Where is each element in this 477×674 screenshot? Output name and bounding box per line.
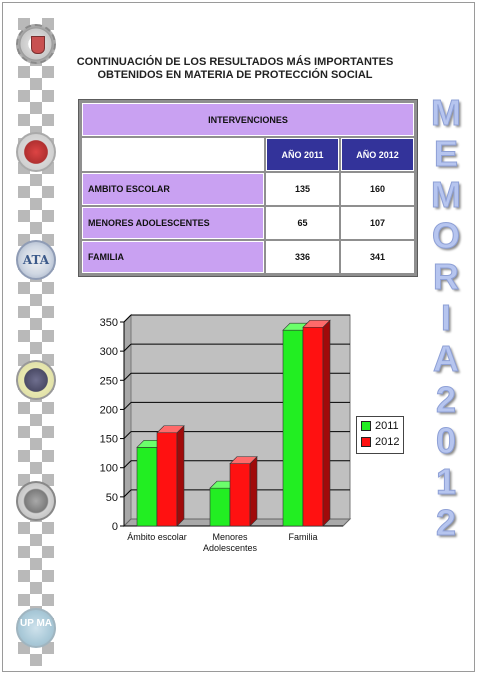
watermark-letter: E (433, 133, 458, 174)
checker-square (18, 402, 30, 414)
x-category-label: Menores (212, 532, 248, 542)
legend-item-2012 (361, 436, 399, 448)
interventions-table (78, 99, 418, 277)
checker-square (30, 78, 42, 90)
watermark-letter: M (431, 92, 461, 133)
watermark-letter: R (433, 256, 459, 297)
checker-square (42, 330, 54, 342)
title-line-2: OBTENIDOS EN MATERIA DE PROTECCIÓN SOCIAL (97, 69, 373, 81)
checker-square (18, 426, 30, 438)
legend-label-2012: 2012 (375, 436, 400, 448)
checker-square (30, 198, 42, 210)
table-col-2012: AÑO 2012 (341, 138, 414, 171)
table-cell-familia-2011: 336 (266, 241, 339, 273)
y-tick-label: 300 (99, 346, 118, 359)
y-tick-label: 250 (99, 375, 118, 388)
crest-shield-icon (31, 36, 45, 54)
checker-square (30, 462, 42, 474)
table-cell-menores-2011: 65 (266, 207, 339, 239)
checker-square (30, 534, 42, 546)
table-cell-familia-2012: 341 (341, 241, 414, 273)
x-category-label: Familia (288, 532, 318, 542)
watermark-letter: M (431, 174, 461, 215)
bar-side-2012 (323, 320, 330, 526)
checker-square (18, 570, 30, 582)
checker-square (30, 294, 42, 306)
x-category-label: Adolescentes (202, 543, 258, 553)
chart-legend (356, 416, 404, 454)
chart-side-wall (124, 315, 131, 526)
checker-square (42, 450, 54, 462)
checker-square (30, 222, 42, 234)
checker-square (30, 582, 42, 594)
checker-square (30, 558, 42, 570)
y-tick-label: 100 (99, 462, 118, 475)
checker-square (42, 210, 54, 222)
bar-2011 (210, 488, 230, 526)
checker-square (30, 318, 42, 330)
title-line-1: CONTINUACIÓN DE LOS RESULTADOS MÁS IMPORTANTES (76, 56, 394, 68)
checker-square (42, 426, 54, 438)
watermark-letter: 0 (435, 420, 457, 461)
checker-square (42, 282, 54, 294)
bar-2011 (283, 330, 303, 526)
table-cell-menores-2012: 107 (341, 207, 414, 239)
checker-square (18, 210, 30, 222)
checker-square (42, 90, 54, 102)
checker-square (18, 594, 30, 606)
watermark-letter: 1 (435, 461, 457, 502)
checker-square (42, 402, 54, 414)
emergency-service-logo (16, 132, 56, 172)
checker-square (18, 546, 30, 558)
table-empty-corner (82, 138, 264, 171)
y-tick-label: 50 (105, 491, 118, 504)
bar-side-2012 (177, 426, 184, 526)
legend-label-2011: 2011 (375, 420, 399, 432)
legend-item-2011 (361, 420, 399, 432)
checker-square (42, 186, 54, 198)
y-tick-label: 350 (99, 317, 118, 329)
checker-square (42, 306, 54, 318)
bar-2012 (230, 464, 250, 526)
y-tick-label: 0 (111, 521, 118, 533)
watermark-letter: A (433, 338, 459, 379)
bar-2011 (137, 447, 157, 526)
table-col-2011: AÑO 2011 (266, 138, 339, 171)
checker-square (42, 570, 54, 582)
checker-square (30, 414, 42, 426)
interventions-bar-chart (80, 312, 360, 562)
bar-side-2012 (250, 457, 257, 526)
checker-square (18, 114, 30, 126)
ata-logo-text: ATA (22, 253, 50, 267)
table-row-label-familia: FAMILIA (82, 241, 264, 273)
watermark-letter: 2 (435, 502, 457, 543)
checker-square (42, 522, 54, 534)
checker-square (30, 102, 42, 114)
checker-square (18, 450, 30, 462)
checker-square (18, 330, 30, 342)
x-category-label: Ámbito escolar (127, 532, 187, 542)
legend-swatch-2012 (361, 437, 371, 447)
upma-logo-text: UP MA (19, 618, 53, 629)
checker-square (30, 654, 42, 666)
checker-square (42, 114, 54, 126)
checker-square (18, 66, 30, 78)
union-logo (16, 360, 56, 400)
table-cell-ambito-2011: 135 (266, 173, 339, 205)
checker-square (30, 342, 42, 354)
y-tick-label: 200 (99, 404, 118, 417)
bar-2012 (157, 433, 177, 526)
y-tick-label: 150 (99, 433, 118, 446)
checker-square (18, 522, 30, 534)
checker-square (18, 306, 30, 318)
bar-2012 (303, 327, 323, 526)
checker-square (30, 174, 42, 186)
checkered-side-strip (18, 18, 54, 668)
checker-square (18, 282, 30, 294)
table-row-label-menores: MENORES ADOLESCENTES (82, 207, 264, 239)
association-logo (16, 481, 56, 521)
checker-square (30, 438, 42, 450)
checker-square (18, 186, 30, 198)
watermark-letter: 2 (435, 379, 457, 420)
legend-swatch-2011 (361, 421, 371, 431)
checker-square (42, 66, 54, 78)
upma-logo (16, 608, 56, 648)
watermark-letter: I (440, 297, 451, 338)
police-crest-logo (16, 24, 56, 64)
table-row-label-ambito: AMBITO ESCOLAR (82, 173, 264, 205)
memoria-2012-watermark (424, 92, 468, 543)
ata-logo (16, 240, 56, 280)
table-cell-ambito-2012: 160 (341, 173, 414, 205)
watermark-letter: O (431, 215, 460, 256)
checker-square (42, 594, 54, 606)
table-header-interventions: INTERVENCIONES (82, 103, 414, 136)
page-title (70, 56, 400, 82)
checker-square (18, 90, 30, 102)
checker-square (42, 546, 54, 558)
